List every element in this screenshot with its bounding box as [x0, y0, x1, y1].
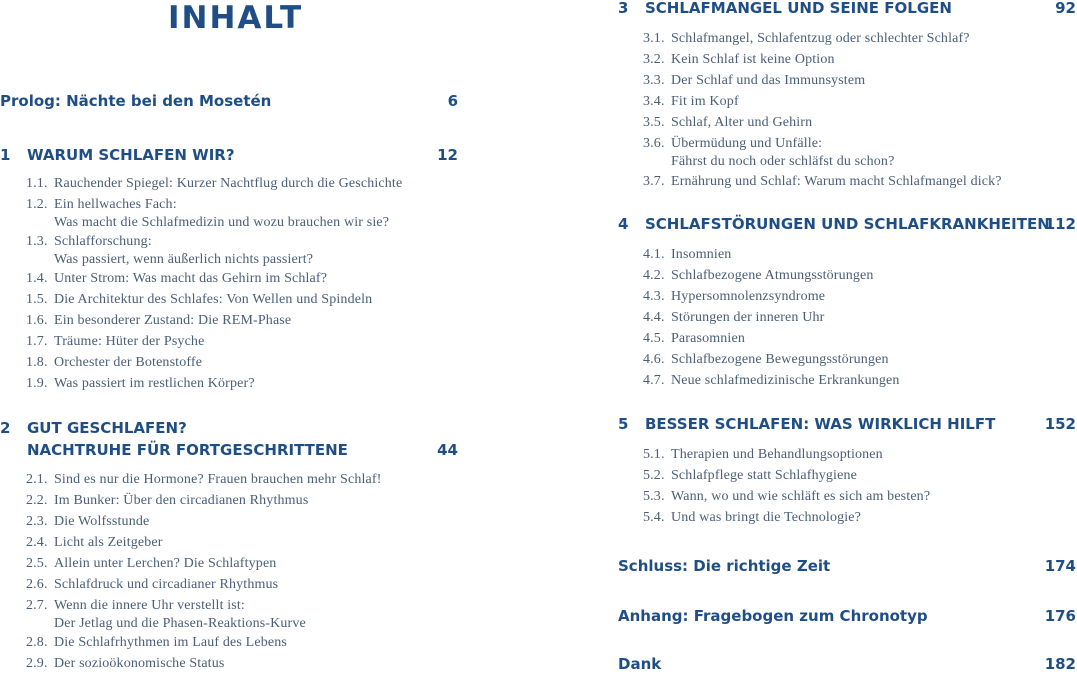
page-number: 12 [437, 146, 458, 164]
item-text: Die Schlafrhythmen im Lauf des Lebens [54, 635, 287, 650]
toc-item[interactable] [643, 114, 812, 132]
toc-item[interactable] [26, 655, 224, 673]
toc-item[interactable] [26, 471, 382, 489]
toc-item[interactable] [26, 555, 276, 573]
toc-item[interactable] [643, 246, 731, 264]
entry-label: Prolog: Nächte bei den Mosetén [0, 92, 272, 110]
chapter-number: 3 [618, 0, 629, 17]
item-number: 1.8. [26, 355, 48, 370]
page-number: 152 [1044, 415, 1076, 433]
toc-item[interactable] [643, 467, 857, 485]
item-text: Schlafmangel, Schlafentzug oder schlechter Schlaf? [671, 31, 970, 46]
item-number: 2.8. [26, 635, 48, 650]
chapter-title: GUT GESCHLAFEN? [27, 419, 187, 437]
toc-item[interactable] [26, 312, 291, 330]
item-number: 1.4. [26, 271, 48, 286]
toc-item[interactable] [643, 30, 970, 48]
toc-item[interactable] [26, 534, 163, 552]
page-number: 182 [1044, 655, 1076, 673]
item-text: Kein Schlaf ist keine Option [671, 52, 835, 67]
item-text-line2: Fährst du noch oder schläfst du schon? [671, 154, 895, 169]
toc-item[interactable] [26, 196, 389, 232]
item-text: Träume: Hüter der Psyche [54, 334, 205, 349]
toc-item[interactable] [643, 72, 865, 90]
item-text: Ernährung und Schlaf: Warum macht Schlafmangel dick? [671, 174, 1002, 189]
chapter-title: SCHLAFMANGEL UND SEINE FOLGEN [645, 0, 952, 17]
item-number: 5.1. [643, 447, 665, 462]
item-text: Störungen der inneren Uhr [671, 310, 825, 325]
toc-item[interactable] [26, 354, 202, 372]
item-number: 3.4. [643, 94, 665, 109]
item-text: Im Bunker: Über den circadianen Rhythmus [54, 493, 309, 508]
item-text: Unter Strom: Was macht das Gehirn im Schlaf? [54, 271, 328, 286]
item-text: Sind es nur die Hormone? Frauen brauchen mehr Schlaf! [54, 472, 382, 487]
item-number: 3.3. [643, 73, 665, 88]
toc-item[interactable] [643, 267, 874, 285]
toc-item[interactable] [26, 233, 313, 269]
item-number: 1.7. [26, 334, 48, 349]
page-title: INHALT [168, 0, 304, 36]
item-number: 2.1. [26, 472, 48, 487]
toc-item[interactable] [26, 333, 204, 351]
item-number: 2.5. [26, 556, 48, 571]
item-number: 1.5. [26, 292, 48, 307]
chapter-title-line2: NACHTRUHE FÜR FORTGESCHRITTENE [27, 441, 348, 459]
item-number: 3.2. [643, 52, 665, 67]
item-text: Parasomnien [671, 331, 745, 346]
toc-item[interactable] [643, 173, 1002, 191]
item-number: 2.3. [26, 514, 48, 529]
item-text: Orchester der Botenstoffe [54, 355, 203, 370]
item-number: 4.6. [643, 352, 665, 367]
toc-item[interactable] [643, 509, 861, 527]
item-text-line2: Was passiert, wenn äußerlich nichts passiert? [54, 252, 314, 267]
chapter-number: 2 [0, 419, 11, 437]
item-number: 4.2. [643, 268, 665, 283]
toc-item[interactable] [26, 634, 287, 652]
item-number: 4.3. [643, 289, 665, 304]
item-number: 1.2. [26, 197, 48, 212]
item-number: 2.9. [26, 656, 48, 671]
item-number: 3.6. [643, 136, 665, 151]
item-number: 4.5. [643, 331, 665, 346]
item-text: Neue schlafmedizinische Erkrankungen [671, 373, 900, 388]
chapter-heading-2[interactable] [0, 418, 458, 460]
page-number: 92 [1055, 0, 1076, 17]
item-number: 3.1. [643, 31, 665, 46]
toc-entry-anhang[interactable] [618, 606, 1076, 626]
chapter-number: 1 [0, 146, 11, 164]
toc-item[interactable] [643, 93, 739, 111]
item-text: Schlaf, Alter und Gehirn [671, 115, 813, 130]
toc-item[interactable] [26, 513, 149, 531]
item-number: 1.1. [26, 176, 48, 191]
item-text: Hypersomnolenzsyndrome [671, 289, 826, 304]
item-text-line2: Der Jetlag und die Phasen-Reaktions-Kurve [54, 616, 306, 631]
item-text: Allein unter Lerchen? Die Schlaftypen [54, 556, 277, 571]
item-text: Rauchender Spiegel: Kurzer Nachtflug durch die Geschichte [54, 176, 403, 191]
item-number: 2.7. [26, 598, 48, 613]
item-text: Therapien und Behandlungsoptionen [671, 447, 883, 462]
page-number: 44 [437, 441, 458, 459]
chapter-number: 5 [618, 415, 629, 433]
item-number: 4.4. [643, 310, 665, 325]
item-text: Schlafpflege statt Schlafhygiene [671, 468, 857, 483]
item-text: Insomnien [671, 247, 732, 262]
item-number: 2.4. [26, 535, 48, 550]
item-text: Fit im Kopf [671, 94, 739, 109]
item-text: Licht als Zeitgeber [54, 535, 163, 550]
toc-item[interactable] [643, 446, 883, 464]
item-text: Der sozioökonomische Status [54, 656, 225, 671]
entry-label: Dank [618, 655, 662, 673]
item-text: Schlafforschung: [54, 234, 152, 249]
page-number: 174 [1044, 557, 1076, 575]
item-text: Wann, wo und wie schläft es sich am besten? [671, 489, 931, 504]
toc-item[interactable] [643, 372, 900, 390]
toc-item[interactable] [643, 488, 930, 506]
item-text: Ein hellwaches Fach: [54, 197, 177, 212]
item-text: Was passiert im restlichen Körper? [54, 376, 255, 391]
toc-item[interactable] [26, 375, 255, 393]
item-text: Die Wolfsstunde [54, 514, 150, 529]
toc-item[interactable] [643, 51, 835, 69]
item-number: 2.6. [26, 577, 48, 592]
chapter-number: 4 [618, 215, 629, 233]
item-text: Schlafdruck und circadianer Rhythmus [54, 577, 279, 592]
toc-item[interactable] [643, 330, 745, 348]
item-number: 3.7. [643, 174, 665, 189]
page-number: 176 [1044, 607, 1076, 625]
item-text: Schlafbezogene Bewegungsstörungen [671, 352, 889, 367]
toc-entry-schluss[interactable] [618, 556, 1076, 576]
item-number: 4.1. [643, 247, 665, 262]
item-text: Die Architektur des Schlafes: Von Wellen und Spindeln [54, 292, 373, 307]
chapter-title: WARUM SCHLAFEN WIR? [27, 146, 235, 164]
page-number: 112 [1044, 215, 1076, 233]
item-number: 1.3. [26, 234, 48, 249]
item-number: 5.2. [643, 468, 665, 483]
toc-item[interactable] [26, 597, 306, 633]
toc-item[interactable] [643, 288, 825, 306]
toc-item[interactable] [643, 135, 894, 171]
chapter-title: SCHLAFSTÖRUNGEN UND SCHLAFKRANKHEITEN [645, 215, 1050, 233]
item-text: Und was bringt die Technologie? [671, 510, 862, 525]
item-number: 1.6. [26, 313, 48, 328]
toc-item[interactable] [26, 576, 278, 594]
toc-item[interactable] [643, 309, 824, 327]
item-text: Wenn die innere Uhr verstellt ist: [54, 598, 245, 613]
item-text-line2: Was macht die Schlafmedizin und wozu brauchen wir sie? [54, 215, 390, 230]
toc-item[interactable] [26, 492, 308, 510]
toc-entry-dank[interactable] [618, 654, 1076, 674]
toc-item[interactable] [643, 351, 889, 369]
item-text: Schlafbezogene Atmungsstörungen [671, 268, 874, 283]
entry-label: Schluss: Die richtige Zeit [618, 557, 831, 575]
entry-label: Anhang: Fragebogen zum Chronotyp [618, 607, 928, 625]
toc-entry-prolog[interactable] [0, 91, 458, 111]
item-text: Ein besonderer Zustand: Die REM-Phase [54, 313, 292, 328]
item-number: 4.7. [643, 373, 665, 388]
item-text: Der Schlaf und das Immunsystem [671, 73, 866, 88]
item-number: 3.5. [643, 115, 665, 130]
toc-item[interactable] [26, 175, 402, 193]
item-text: Übermüdung und Unfälle: [671, 136, 823, 151]
item-number: 1.9. [26, 376, 48, 391]
chapter-title: BESSER SCHLAFEN: WAS WIRKLICH HILFT [645, 415, 996, 433]
item-number: 5.3. [643, 489, 665, 504]
item-number: 5.4. [643, 510, 665, 525]
toc-item[interactable] [26, 270, 327, 288]
item-number: 2.2. [26, 493, 48, 508]
page-number: 6 [447, 92, 458, 110]
toc-item[interactable] [26, 291, 372, 309]
